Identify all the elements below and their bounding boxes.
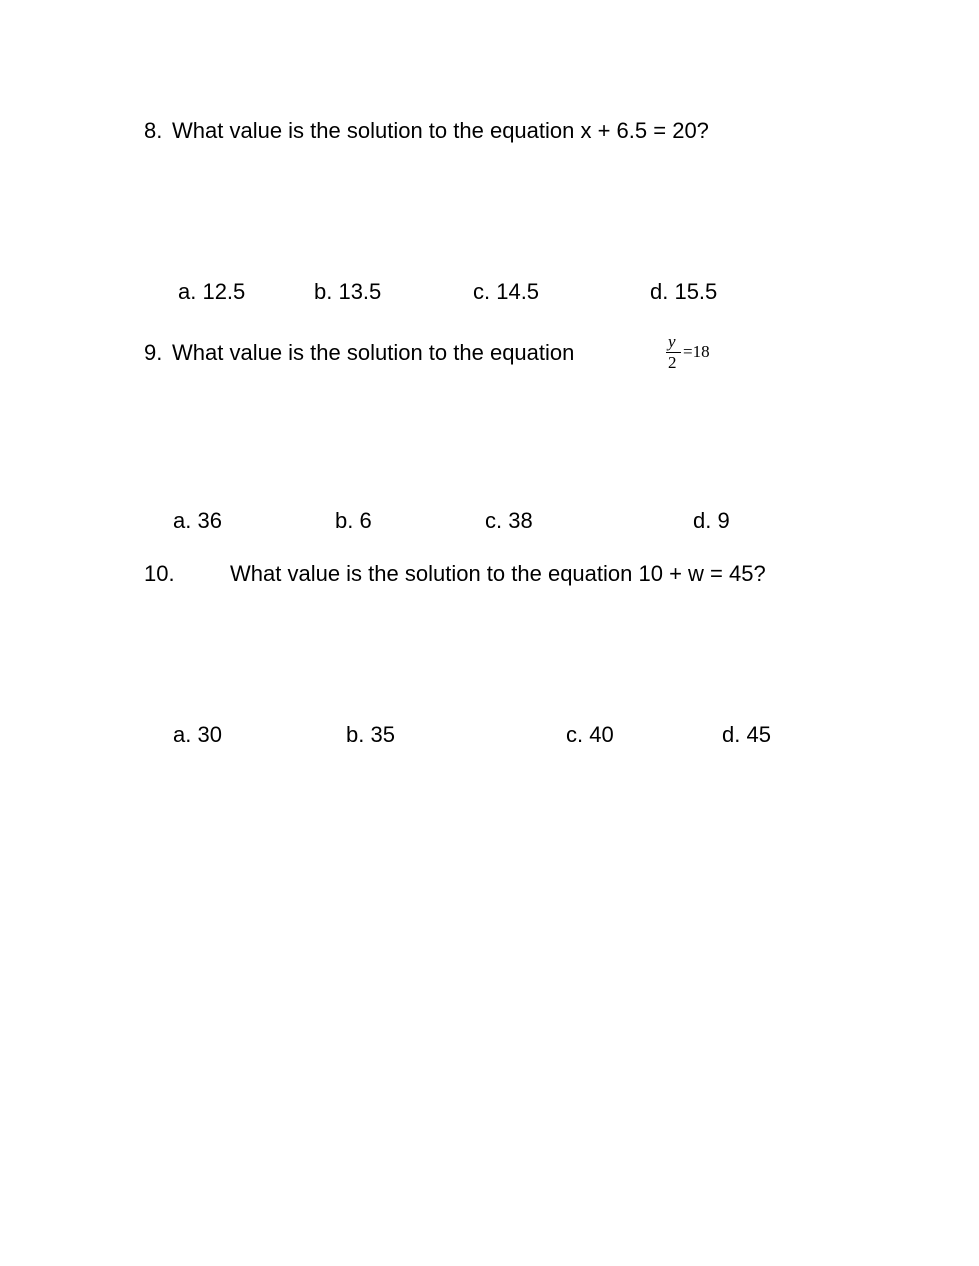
- question-9-choice-d: d. 9: [693, 508, 730, 533]
- question-10-choice-c: c. 40: [566, 722, 614, 747]
- question-8-text: What value is the solution to the equation x + 6.5 = 20?: [172, 118, 709, 143]
- question-10-text: What value is the solution to the equation 10 + w = 45?: [230, 561, 766, 586]
- question-8-choice-c: c. 14.5: [473, 279, 540, 304]
- equation-rhs: =18: [683, 342, 710, 361]
- question-10-choice-a: a. 30: [173, 722, 222, 747]
- question-10-number: 10.: [144, 561, 175, 586]
- question-8-choice-d: d. 15.5: [650, 279, 718, 304]
- question-9-choice-b: b. 6: [335, 508, 372, 533]
- equation-numerator: y: [668, 332, 676, 351]
- question-10-choice-d: d. 45: [722, 722, 771, 747]
- question-9-choice-a: a. 36: [173, 508, 222, 533]
- question-9-text: What value is the solution to the equation: [172, 340, 575, 365]
- question-9-choice-c: c. 38: [485, 508, 533, 533]
- question-8-number: 8.: [144, 118, 163, 143]
- question-9-equation: [664, 333, 724, 375]
- question-10-choice-b: b. 35: [346, 722, 395, 747]
- question-8-choice-a: a. 12.5: [178, 279, 246, 304]
- equation-denominator: 2: [668, 353, 677, 372]
- question-9-number: 9.: [144, 340, 163, 365]
- question-8-choice-b: b. 13.5: [314, 279, 382, 304]
